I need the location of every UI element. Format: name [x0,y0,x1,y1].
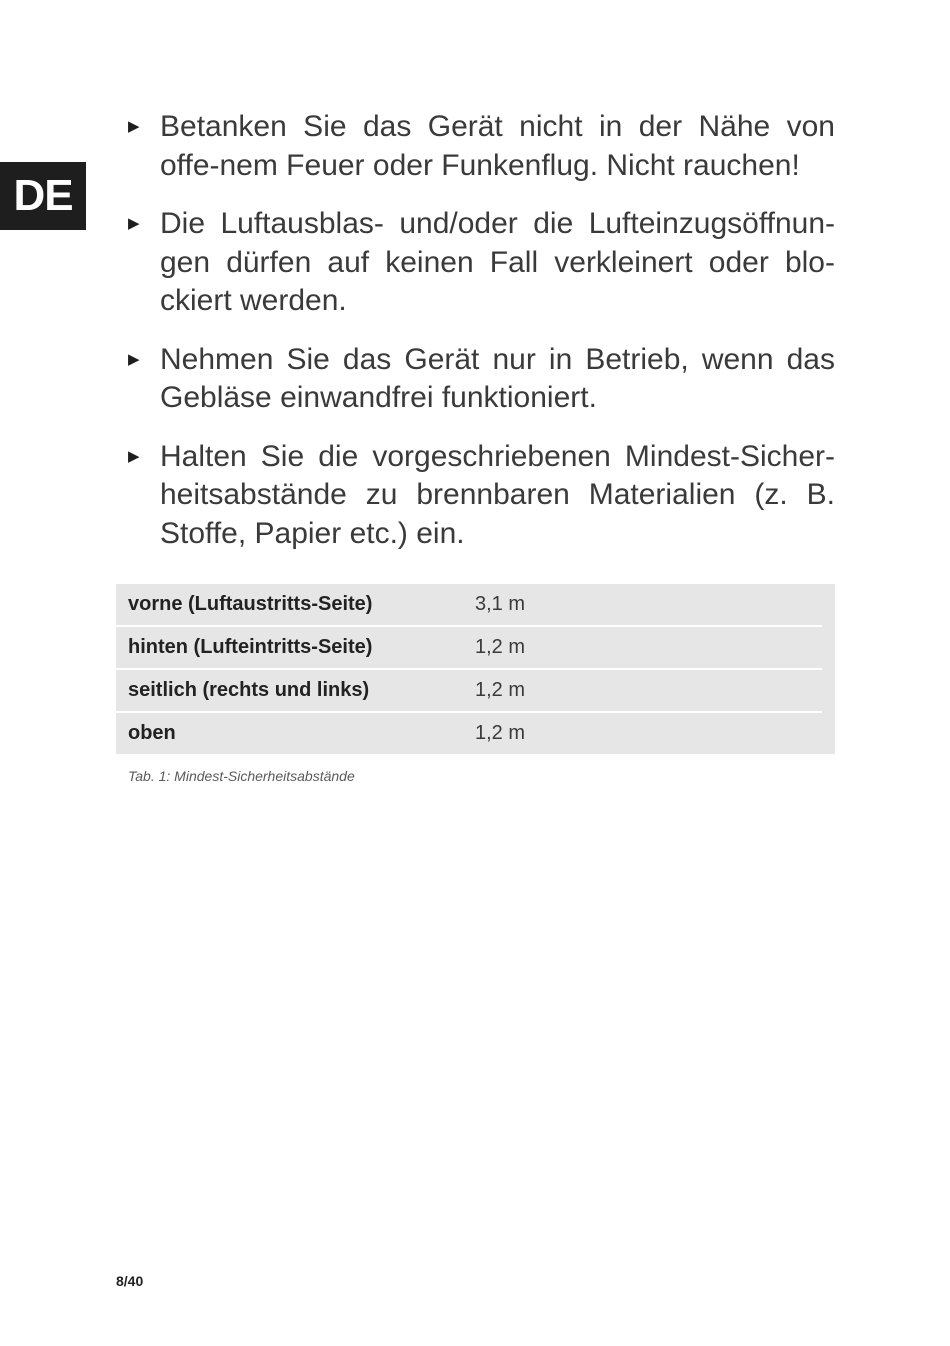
distance-table [116,584,822,754]
distance-label: vorne (Luftaustritts-Seite) [116,584,475,626]
list-item [128,341,835,418]
table-row [116,669,822,712]
table-caption: Tab. 1: Mindest-Sicherheitsabstände [128,768,355,784]
list-item [128,108,835,185]
language-tab: DE [0,162,86,230]
triangle-bullet-icon: ▶ [128,118,140,135]
list-item-text: Betanken Sie das Gerät nicht in der Nähe von offe-nem Feuer oder Funkenflug. Nicht rauchen! [160,110,835,182]
list-item-text: Die Luftausblas- und/oder die Lufteinzugsöffnun-gen dürfen auf keinen Fall verkleinert oder blo-ckiert werden. [160,207,835,317]
page-number: 8/40 [116,1273,144,1289]
distance-label: oben [128,722,176,744]
list-item [128,205,835,321]
distance-value: 3,1 m [475,584,822,626]
list-item-text: Nehmen Sie das Gerät nur in Betrieb, wenn das Gebläse einwandfrei funktioniert. [160,342,835,414]
triangle-bullet-icon: ▶ [128,215,140,232]
safety-instructions-list [128,108,835,573]
distance-value: 1,2 m [475,626,822,669]
distance-label: hinten (Lufteintritts-Seite) [116,626,475,669]
triangle-bullet-icon: ▶ [128,350,140,368]
table-row [116,584,822,626]
table-row [116,626,822,669]
list-item [128,438,835,554]
distance-value: 1,2 m [475,669,822,712]
distance-label: seitlich (rechts und links) [116,669,475,712]
list-item-text: Halten Sie die vorgeschriebenen Mindest-Sicher-heitsabstände zu brennbaren Materialien (z. B. Stoffe, Papier etc.) ein. [160,439,835,550]
table-row [116,712,822,754]
distance-value: 1,2 m [475,722,526,744]
triangle-bullet-icon: ▶ [128,447,140,465]
safety-distance-table [116,584,835,754]
